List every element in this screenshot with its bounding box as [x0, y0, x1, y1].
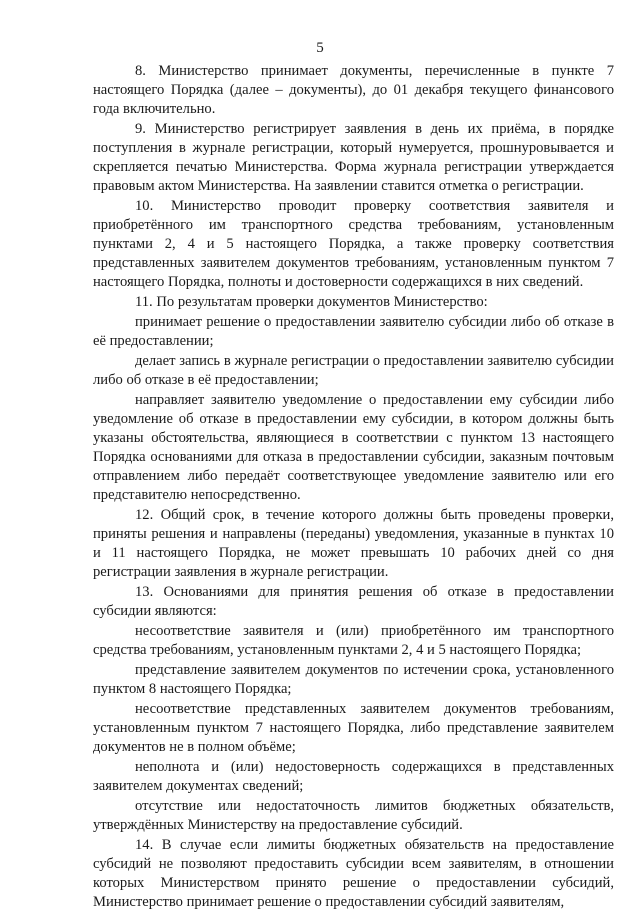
paragraph: 8. Министерство принимает документы, перечисленные в пункте 7 настоящего Порядка (далее – документы), до 01 декабря текущего финансового года включительно.: [93, 63, 614, 117]
document-body: [93, 62, 614, 912]
page-number: 5: [316, 40, 324, 56]
paragraph: 14. В случае если лимиты бюджетных обязательств на предоставление субсидий не позволяют предоставить субсидии всем заявителям, в отношении которых Министерством принято решение о предоставлении субсидий, Министерство принимает решение о предоставлении субсидий заявителям,: [93, 837, 614, 910]
paragraph: 9. Министерство регистрирует заявления в день их приёма, в порядке поступления в журнале регистрации, который нумеруется, прошнуровывается и скрепляется печатью Министерства. Форма журнала регистрации утверждается правовым актом Министерства. На заявлении ставится отметка о регистрации.: [93, 121, 614, 194]
paragraph: направляет заявителю уведомление о предоставлении ему субсидии либо уведомление об отказе в предоставлении ему субсидии, в котором должны быть указаны обстоятельства, являющиеся в соответствии с пунктом 13 настоящего Порядка основаниями для отказа в предоставлении субсидии, заказным почтовым отправлением либо передаёт соответствующее уведомление заявителю или его представителю непосредственно.: [93, 392, 614, 503]
paragraph: представление заявителем документов по истечении срока, установленного пунктом 8 настоящего Порядка;: [93, 662, 614, 697]
paragraph: 12. Общий срок, в течение которого должны быть проведены проверки, приняты решения и направлены (переданы) уведомления, указанные в пунктах 10 и 11 настоящего Порядка, не может превышать 10 рабочих дней со дня регистрации заявления в журнале регистрации.: [93, 507, 614, 580]
paragraph: 10. Министерство проводит проверку соответствия заявителя и приобретённого им транспортного средства требованиям, установленным пунктами 2, 4 и 5 настоящего Порядка, а также проверку соответствия представленных заявителем документов требованиям, установленным пунктом 7 настоящего Порядка, полноты и достоверности содержащихся в них сведений.: [93, 198, 614, 290]
paragraph: несоответствие заявителя и (или) приобретённого им транспортного средства требованиям, установленным пунктами 2, 4 и 5 настоящего Порядка;: [93, 623, 614, 658]
paragraph: 13. Основаниями для принятия решения об отказе в предоставлении субсидии являются:: [93, 584, 614, 619]
paragraph: делает запись в журнале регистрации о предоставлении заявителю субсидии либо об отказе в её предоставлении;: [93, 353, 614, 388]
paragraph: 11. По результатам проверки документов Министерство:: [135, 294, 488, 310]
paragraph: неполнота и (или) недостоверность содержащихся в представленных заявителем документах сведений;: [93, 759, 614, 794]
paragraph: отсутствие или недостаточность лимитов бюджетных обязательств, утверждённых Министерству на предоставление субсидий.: [93, 798, 614, 833]
paragraph: несоответствие представленных заявителем документов требованиям, установленным пунктом 7 настоящего Порядка, либо представление заявителем документов не в полном объёме;: [93, 701, 614, 755]
paragraph: принимает решение о предоставлении заявителю субсидии либо об отказе в её предоставлении;: [93, 314, 614, 349]
